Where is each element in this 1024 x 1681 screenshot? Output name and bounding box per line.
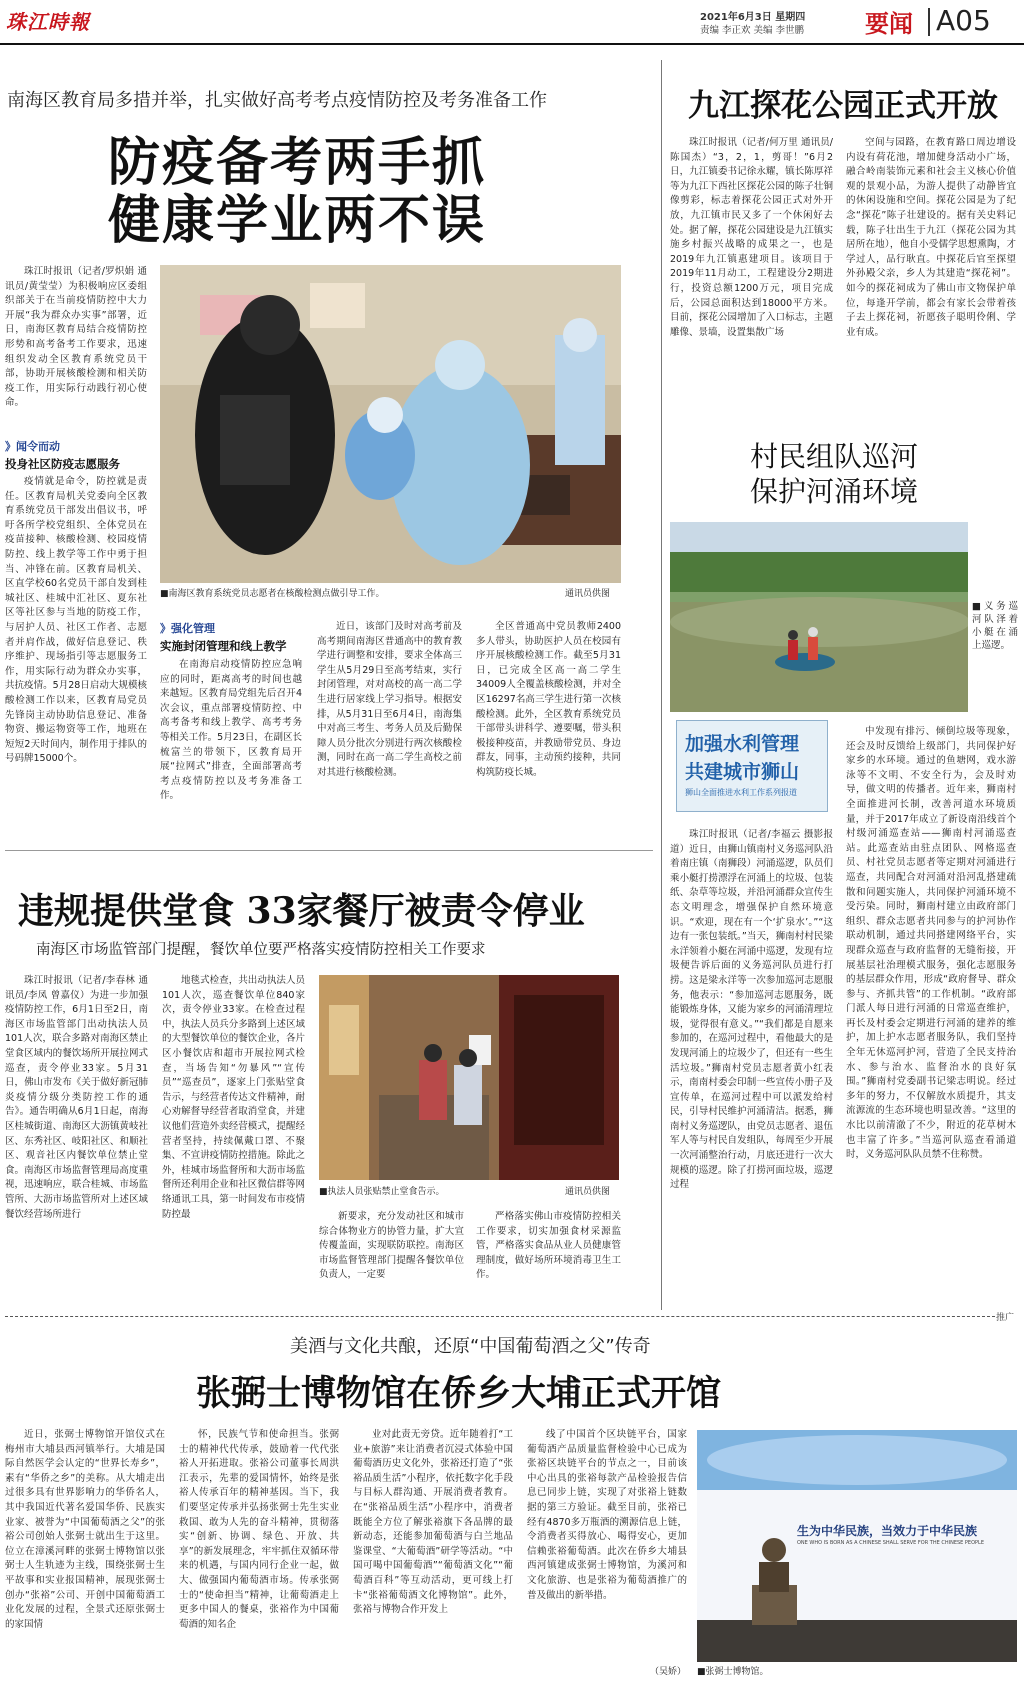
column-divider [661,60,662,1310]
museum-col2: 怀，民族气节和使命担当。张弼士的精神代代传承，鼓励着一代代张裕人开拓进取。张裕公司董事长周洪江表示，先辈的爱国情怀，始终是张裕人传承百年的精神基因。当下，我们要坚定传承并弘扬张弼士先生实业救国、敢为人先的奋斗精神，贯彻落实“创新、协调、绿色、开放、共享”的新发展理念，牢牢抓住双循环带来的机遇，与国内同行企业一起，做大、做强国内葡萄酒市场。传承张弼士的“使命担当”精神，让葡萄酒走上更多中国人的餐桌，张裕作为中国葡萄酒的知名企 [179,1429,339,1630]
section2-col3: 全区普通高中党员教师2400多人带头，协助医护人员在校园有序开展核酸检测工作。截至5月31日，已完成全区高一高二学生34009人全覆盖核酸检测，并对全区16297名高三学生进行第一次核酸检测。此外，全区教育系统党员干部带头讲科学、遵要嘱，带头积极接种疫苗，并教励带党员、身边群友，同事，主动预约接种，共同构筑防疫长城。 [476,621,621,778]
section-divider [928,8,930,36]
museum-col4: 线了中国首个区块链平台，国家葡萄酒产品质量监督检验中心已成为张裕区块链平台的节点之一，目前该中心出具的张裕每款产品检验报告信息已同步上链，实现了对张裕上链数据的第三方验证。截至目前，张裕已经有4870多万瓶酒的溯源信息上链，令消费者买得放心、喝得安心，更加信赖张裕葡萄酒。此次在侨乡大埔县西河镇建成张弼士博物馆，为溪河和文化旅游、也是张裕为葡萄酒推广的普及做出的新举措。 [527,1429,687,1601]
park-headline: 九江探花公园正式开放 [688,88,998,124]
page-number: A05 [936,4,991,37]
restaurant-photo [319,975,619,1180]
river-headline-line1: 村民组队巡河 [750,440,919,473]
lead-headline-line1: 防疫备考两手抓 [108,132,487,193]
section2-col1: 在南海启动疫情防控应急响应的同时，距离高考的时间也越来越短。区教育局党组先后召开4次会议，重点部署疫情防控、中高考备考和线上教学、高考考务等相关工作。5月23日，在副区长梳富兰的带领下，区教育局开展“拉网式”排查，全面部署高考考点疫情防控以及考务准备工作。 [160,659,302,802]
park-col2: 空间与园路，在教育路口周边增设内设有荷花池，增加健身活动小广场，融合岭南装饰元素和社会主义核心价值观的景观小品，为游人提供了动静皆宜的休闲设施和空间。探花公园是为了纪念“探花”陈子壮建设的。据有关史料记载，陈子壮出生于九江（探花公园为其居所在地），他自小受儒学思想熏陶，才学过人，品行耿直。中探花后官至探望外孙殿父亲，乡人为其建造“探花祠”。如今的探花祠成为了佛山市文物保护单位，每逢开学前，都会有家长会带着孩子去上探花祠，祈愿孩子聪明伶俐、学业有成。 [846,137,1016,338]
section-name: 要闻 [865,9,913,38]
banner-sub: 狮山全面推进水利工作系列报道 [685,788,797,797]
restaurant-col4: 严格落实佛山市疫情防控相关工作要求，切实加强食材采源监管，严格落实食品从业人员健康管理制度，做好场所环境消毒卫生工作。 [476,1211,621,1281]
museum-credit: （吴娇） [650,1667,687,1677]
ad-separator-rule [5,1316,995,1317]
restaurant-photo-caption: ■执法人员张贴禁止堂食告示。 [319,1187,445,1197]
river-photo-caption: ■义务巡河队泽着小艇在涌上巡逻。 [972,601,1018,651]
section1-title: 投身社区防疫志愿服务 [5,457,120,471]
park-col1: 珠江时报讯（记者/何万里 通讯员/陈国杰）“3，2，1，剪哥！”6月2日，九江镇委书记徐永耀，镇长陈厚祥等为九江下西社区探花公园的陈子壮铜像剪彩，标志着探花公园正式对外开放，九江镇市民又多了一个休闲好去处。据了解，探花公园建设是九江镇实施乡村振兴战略的成果之一，也是2019年九江镇惠建项目。该项目于2019年11月动工，工程建设分2期进行，投资总额1200万元，项目完成后，公园总面积达到18000平方米。目前，探花公园增加了入口标志，主题雕像、景墙，设置集散广场 [670,137,833,338]
masthead-rule [0,43,1024,45]
museum-motto-en: ONE WHO IS BORN AS A CHINESE SHALL SERVE FOR THE CHINESE PEOPLE [797,1540,984,1546]
museum-motto: 生为中华民族，当效力于中华民族 [797,1524,978,1538]
lead-photo [160,265,621,583]
paper-logo: 珠江時報 [6,10,90,34]
river-banner [676,720,828,812]
lead-kicker: 南海区教育局多措并举，扎实做好高考考点疫情防控及考务准备工作 [7,90,547,111]
restaurant-top-rule [5,850,653,851]
restaurant-subhead: 南海区市场监管部门提醒，餐饮单位要严格落实疫情防控相关工作要求 [36,942,486,958]
museum-kicker: 美酒与文化共酿，还原“中国葡萄酒之父”传奇 [290,1336,651,1357]
date-line: 2021年6月3日 星期四 [700,12,806,23]
lead-photo-credit: 通讯员供图 [565,589,611,599]
restaurant-headline: 违规提供堂食 33家餐厅被责令停业 [18,890,585,932]
banner-line2: 共建城市狮山 [685,761,800,783]
section2-title: 实施封闭管理和线上教学 [160,639,287,653]
restaurant-col3: 新要求，充分发动社区和城市综合体物业方的协管力量，扩大宣传覆盖面，实现联防联控。南海区市场监督管理部门提醒各餐饮单位负责人，一定要 [319,1211,464,1281]
restaurant-col2: 地毯式检查，共出动执法人员101人次，巡查餐饮单位840家次，责令停业33家。在检查过程中，执法人员兵分多路到上述区域的大型餐饮单位的餐饮企业，各片区小餐饮店和超市开展拉网式检查，当场告知“勿暴风”“宣传员”“巡查员”，逐家上门张贴堂食告示，与经营者传达文件精神，耐心劝解督导经营者取消堂食，并建议他们营造外卖经营模式，提醒经营者坚持，持续佩戴口罩、不聚集、不宣讲疫情防控措施。除此之外，桂城市场监督所和大沥市场监督所还利用企业和社区微信群等网络通讯工具，第一时间发布市疫情防控最 [162,975,305,1220]
museum-col1: 近日，张弼士博物馆开馆仪式在梅州市大埔县西河镇举行。大埔是国际自然医学会认定的“世界长寿乡”，素有“华侨之乡”的美称。从大埔走出过很多具有世界影响力的华侨名人，其中我国近代著名爱国华侨、民族实业家、被誉为“中国葡萄酒之父”的张裕公司创始人张弼士就出生于这里。位立在漳溪河畔的张弼士博物馆以张弼士人生轨迹为主线，围绕张弼士生平故事和实业报国精神，展现张弼士创办“张裕”公司、开创中国葡萄酒工业化发展的过程，全景式还原张弼士的家国情 [5,1429,165,1630]
editors-line: 责编 李正欢 美编 李世鹏 [700,25,805,36]
river-photo [670,522,968,712]
museum-col3: 业对此责无旁贷。近年随着打“工业+旅游”来让消费者沉浸式体验中国葡萄酒历史文化外，张裕还打造了“张裕品质生活”小程序，依托数字化手段与目标人群沟通、开展消费者教育。在“张裕品质生活”小程序中，消费者既能全方位了解张裕旗下各品牌的最新动态，还能参加葡萄酒与白兰地品鉴课堂、“大葡萄酒”研学等活动。“中国可喝中国葡萄酒”“葡萄酒文化”“葡萄酒百科”等互动活动，更可线上打卡“张裕葡萄酒文化博物馆”。此外，张裕与博物合作开发上 [353,1429,513,1616]
section1-kicker: 》闻令而动 [5,440,60,453]
museum-photo-caption: ■张弼士博物馆。 [697,1667,769,1677]
river-headline-line2: 保护河涌环境 [750,475,919,508]
river-col-right: 中发现有排污、倾倒垃圾等现象，还会及时反馈给上级部门，共同保护好家乡的水环境。通过的鱼塘网，戏水游泳等不文明、不安全行为，会及时劝导，做文明的传播者。近年来，狮南村全面推进河长制，改善河道水环境质量，并于2017年成立了新设南沿线首个村级河涌巡查站——狮南村河涌巡查站。此巡查站由驻点团队、网格巡查员、村社党员志愿者等定期对河涌进行巡查，共同配合对河涌对沿河乱搭建疏散和问题实施人，共同保护河涌环境不受污染。同时，狮南村建立由政府部门组织、群众志愿者共同参与的护河协作联动机制，通过共同搭建网络平台，实现群众巡查与政府监督的无缝衔接，开展基层社治理模式服务，强化志愿服务的基层群众作用，形成“政府督导、群众参与、齐抓共管”的工作机制。“政府部门派人每日进行河涌的日常巡查维护，再长及村委会定期进行河涌的建养的维护，加上护水志愿者服务队，我们坚持全年无休巡河护河，营造了全民支持治水、参与治水、监督治水的良好氛围。”狮南村党委副书记梁志明说。经过多年的努力，不仅解放水质提升，其支流源流的生态环境也明显改善。“这里的水比以前清澈了不少，附近的花草树木也丰富了许多。”当巡河队巡查看涌道时，义务巡河队队员禁不住称赞。 [846,726,1016,1161]
river-col-left: 珠江时报讯（记者/李福云 摄影报道）近日，由狮山镇南村义务巡河队沿着南庄镇（南狮段）河涌巡逻，队员们乘小艇打捞漂浮在河涌上的垃圾、包装纸、杂草等垃圾，并沿河涌群众宣传生态文明理念，增强保护自然环境意识。“欢迎，现在有一个‘扩泉水’。”“这边有一张包装纸。”当天，狮南村村民梁永洋领着小艇在河涌中巡逻，发现有垃圾便告诉后面的义务巡河队员进行打捞。这是梁永洋等一次参加巡河志愿服务，他表示：“参加巡河志愿服务，既能锻炼身体，又能为家乡的河涌清理垃圾，觉得很有意义。”“我们都是自愿来参加的，在巡河过程中，看他最大的是发现河涌上的垃圾少了，但还有一些生活垃圾。”狮南村党员志愿者黄小红表示，南南村委会印制一些宣传小册子及宣传单，在巡河过程中可以派发给村民，引导村民维护河涌清洁。据悉，狮南村义务巡逻队，由党员志愿者、退伍军人等与村民自发组队，每周至少开展一次河涌整治行动，月底还进行一次大规模的巡逻。除了打捞河面垃圾，巡逻过程 [670,829,833,1191]
banner-line1: 加强水利管理 [685,733,800,755]
museum-photo [697,1430,1017,1662]
lead-intro: 珠江时报讯（记者/罗炽娟 通讯员/黄莹莹）为积极响应区委组织部关于在当前疫情防控中大力开展“我为群众办实事”部署，近日，南海区教育局结合疫情防控形势和高考备考工作要求，迅速组织发动全区教育系统党员干部，协助开展核酸检测和相关防疫工作，用实际行动践行初心使命。 [5,266,147,409]
restaurant-col1: 珠江时报讯（记者/李春林 通讯员/李凤 曾嘉仪）为进一步加强疫情防控工作，6月1日至2日，南海区市场监管部门出动执法人员101人次，联合多路对南海区禁止堂食区域内的餐饮场所开展拉网式巡查，责令停业33家。5月31日，佛山市发布《关于做好新冠肺炎疫情分级分类防控工作的通告》。通告明确从6月1日起，南海区桂城街道、南海区大沥镇黄岐社区、东秀社区、岐阳社区、和顺社区、观音社区内餐饮单位禁止堂食。南海区市场监督管理局高度重视，迅速响应，联合桂城、市场监管所、大沥市场监管所对上述区域餐饮经营场所进行 [5,975,148,1220]
section1-body: 疫情就是命令，防控就是责任。区教育局机关党委向全区教育系统党员干部发出倡议书，呼吁各所学校党组织、全体党员在疫苗接种、核酸检测、校园疫情防控、线上教学等工作中勇于担当、冲锋在前。区教育局机关、区直学校60名党员干部自发到桂城社区、桂城中汇社区、夏东社区等社区参与当地的防疫工作，与居护人员、社区工作者、志愿者并肩作战，做好信息登记、秩序维护、现场指引等志愿服务工作，用实际行动为群众办实事，共抗疫情。5月28日启动大规模核酸检测工作以来，区教育局党员先锋岗主动协助信息登记、准备物资、搬运物资等工作，地班在短短2天时间内，制作用于排队的号码牌15000个。 [5,476,147,765]
section2-kicker: 》强化管理 [160,622,215,635]
ad-label: 推广 [996,1313,1015,1323]
restaurant-photo-credit: 通讯员供图 [565,1187,611,1197]
lead-headline-line2: 健康学业两不误 [108,190,487,251]
section2-col2: 近日，该部门及时对高考前及高考期间南海区普通高中的教育教学进行调整和安排，要求全体高三学生从5月29日至高考结束，实行封闭管理，对对高校的高一高二学生进行居家线上学习指导。根据安排，从5月31日至6月4日，南海集中对高三考生、考务人员及后勤保障人员分批次分别进行两次核酸检测，同时在高一高二学生高校之前对其进行核酸检测。 [317,621,462,778]
lead-photo-caption: ■南海区教育系统党员志愿者在核酸检测点做引导工作。 [160,589,385,599]
museum-headline: 张弼士博物馆在侨乡大埔正式开馆 [196,1373,722,1414]
